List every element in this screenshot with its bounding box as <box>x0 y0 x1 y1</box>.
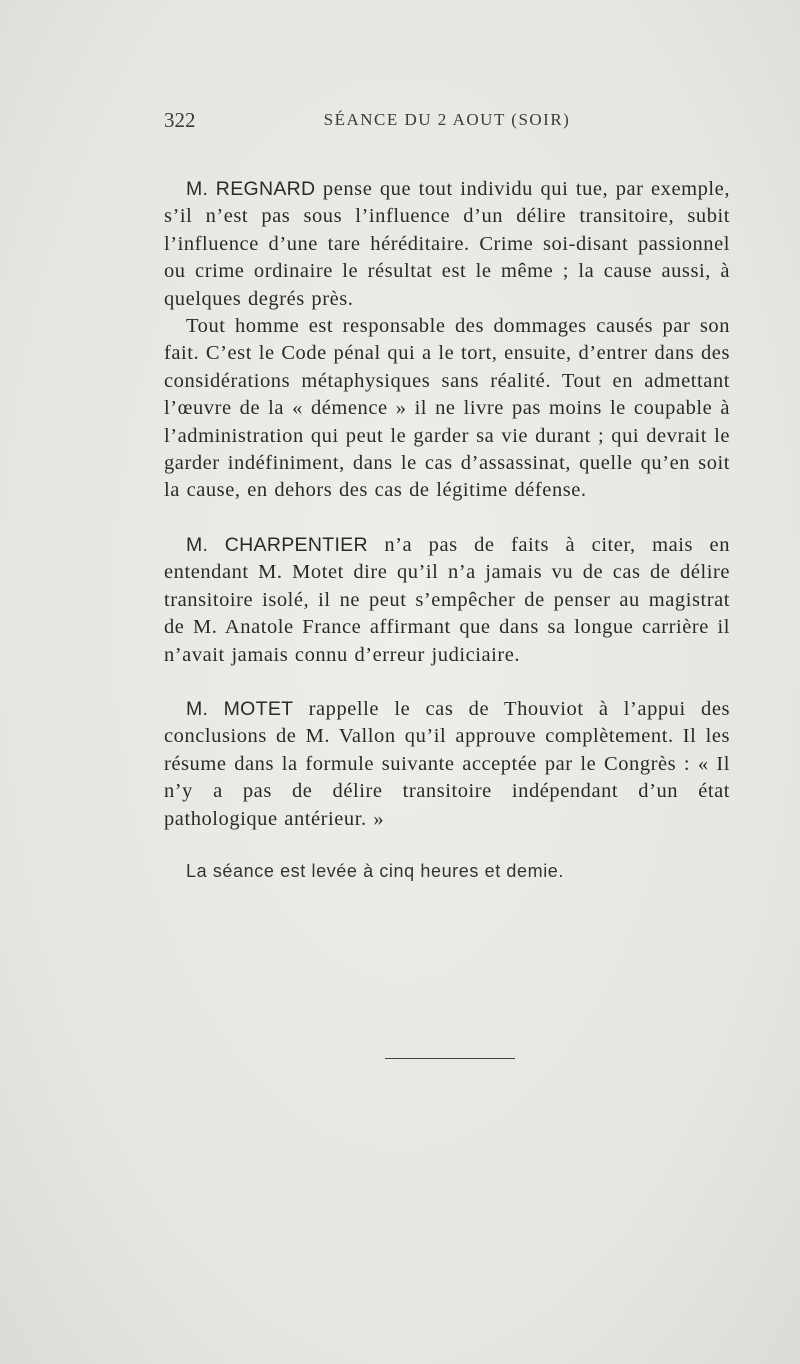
end-rule <box>385 1058 515 1059</box>
paragraph-text: Tout homme est responsable des dommages causés par son fait. C’est le Code pénal qui a le tort, ensuite, d’entrer dans des considérations métaphysiques sans réalité. Tout en admettant l’œuvre de la « démence » il ne livre pas moins le coupable à l’administration qui peut le garder sa vie durant ; qui devrait le garder indéfiniment, dans le cas d’assassinat, quelle qu’en soit la cause, en dehors des cas de légitime défense. <box>164 315 730 502</box>
paragraph-gap <box>164 669 730 696</box>
running-head: SÉANCE DU 2 AOUT (SOIR) <box>323 110 571 129</box>
paragraph-gap <box>164 505 730 532</box>
paragraph-text: n’a pas de faits à citer, mais en entendant M. Motet dire qu’il n’a jamais vu de cas de délire transitoire isolé, il ne peut s’empêcher de penser au magistrat de M. Anatole France affirmant que dans sa longue carrière il n’avait jamais connu d’erreur judiciaire. <box>164 533 731 666</box>
page-header <box>164 108 730 136</box>
paragraph-charpentier <box>164 532 730 669</box>
paragraph-responsibility <box>164 313 730 505</box>
paragraph-motet <box>164 696 730 833</box>
page-number: 322 <box>164 108 196 132</box>
closing-line: La séance est levée à cinq heures et demie. <box>186 860 565 881</box>
paragraph-text: pense que tout individu qui tue, par exemple, s’il n’est pas sous l’influence d’un délire transitoire, subit l’influence d’une tare héréditaire. Crime soi-disant passionnel ou crime ordinaire le résultat est le même ; la cause aussi, à quelques degrés près. <box>164 178 730 310</box>
speaker-name: M. CHARPENTIER <box>186 533 368 556</box>
paragraph-text: rappelle le cas de Thouviot à l’appui des conclusions de M. Vallon qu’il approuve complètement. Il les résume dans la formule suivante acceptée par le Congrès : « Il n’y a pas de délire transitoire indépendant d’un état pathologique antérieur. » <box>164 697 730 830</box>
speaker-name: M. MOTET <box>186 697 294 720</box>
speaker-name: M. REGNARD <box>186 178 316 200</box>
body-text <box>164 176 730 882</box>
paragraph-regnard <box>164 176 730 313</box>
